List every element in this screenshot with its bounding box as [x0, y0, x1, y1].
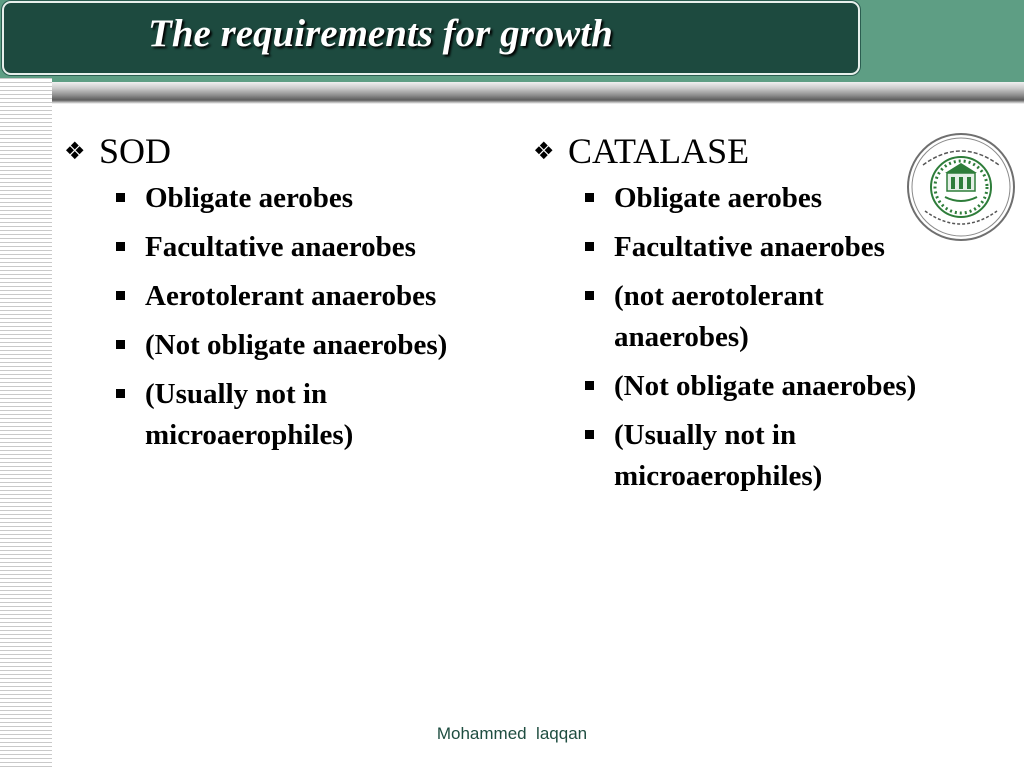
list-item [533, 415, 934, 497]
square-bullet-icon [116, 242, 125, 251]
list-item [64, 325, 490, 366]
university-seal-logo [905, 131, 1017, 243]
column-heading [533, 130, 933, 172]
title-bar [2, 1, 860, 75]
list-item-text: (Not obligate anaerobes) [145, 329, 448, 361]
column-heading [64, 130, 464, 172]
header-divider [0, 82, 1024, 104]
catalase-heading: CATALASE [568, 131, 750, 171]
list-item [533, 276, 934, 358]
list-item [533, 178, 934, 219]
square-bullet-icon [585, 430, 594, 439]
list-item [64, 227, 490, 268]
list-item-text: Obligate aerobes [614, 182, 823, 214]
list-item [533, 366, 934, 407]
square-bullet-icon [116, 291, 125, 300]
list-item-text: (Not obligate anaerobes) [614, 370, 917, 402]
sod-column [64, 130, 464, 464]
square-bullet-icon [585, 242, 594, 251]
list-item-text: Aerotolerant anaerobes [145, 280, 437, 312]
list-item [64, 374, 490, 456]
left-stripe-decoration [0, 78, 52, 768]
square-bullet-icon [116, 340, 125, 349]
list-item [533, 227, 934, 268]
slide-title: The requirements for growth [148, 12, 613, 55]
list-item-text: (Usually not in microaerophiles) [145, 378, 354, 451]
diamond-bullet-icon: ❖ [64, 137, 86, 165]
list-item-text: Facultative anaerobes [145, 231, 416, 263]
catalase-column [533, 130, 933, 505]
square-bullet-icon [116, 389, 125, 398]
list-item [64, 178, 490, 219]
list-item [64, 276, 490, 317]
sod-heading: SOD [99, 131, 172, 171]
list-item-text: Obligate aerobes [145, 182, 354, 214]
square-bullet-icon [585, 381, 594, 390]
square-bullet-icon [116, 193, 125, 202]
square-bullet-icon [585, 193, 594, 202]
list-item-text: (not aerotolerant anaerobes) [614, 280, 824, 353]
list-item-text: (Usually not in microaerophiles) [614, 419, 823, 492]
catalase-list [533, 178, 933, 497]
footer-author: Mohammed laqqan [436, 724, 588, 743]
sod-list [64, 178, 464, 456]
square-bullet-icon [585, 291, 594, 300]
list-item-text: Facultative anaerobes [614, 231, 885, 263]
diamond-bullet-icon: ❖ [533, 137, 555, 165]
